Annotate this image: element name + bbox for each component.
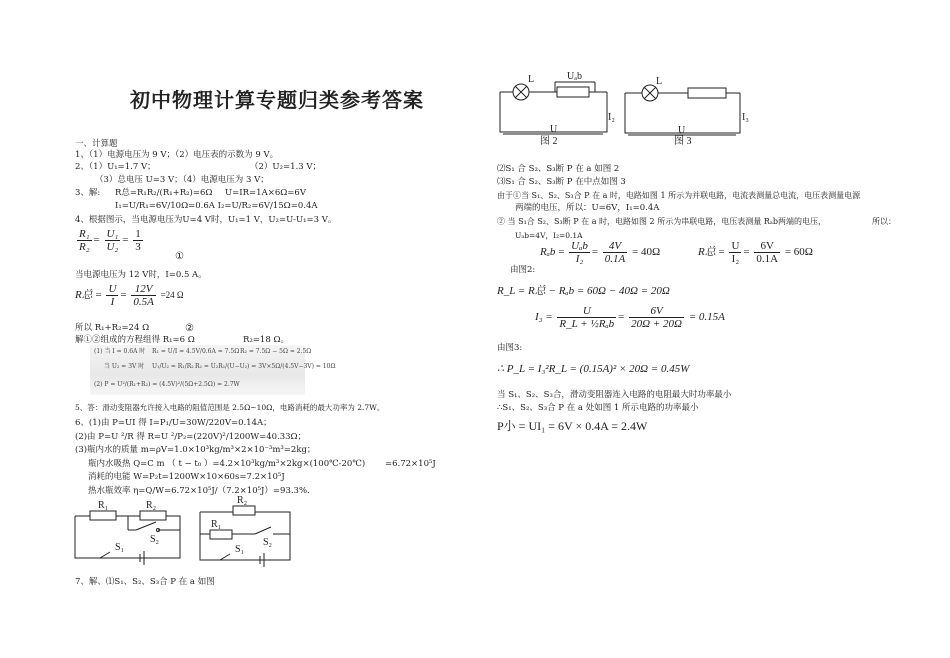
right-p7: ∴S₁、S₂、S₃合 P 在 a 处如图 1 所示电路的功率最小 <box>497 403 699 413</box>
rtotal-equation: R总 = $\frac{U}{\text{I₂}}$ = $\frac{6V}{0.1A}$ = 60Ω <box>698 240 813 265</box>
fig2-uab-label: Uₐb <box>567 71 582 82</box>
fig3-caption: 图 3 <box>674 136 692 147</box>
c1-r2-label: R₂ <box>146 500 157 511</box>
circuit-diagram-1 <box>70 500 190 570</box>
c2-s1-label: S₁ <box>235 544 245 555</box>
right-p5: Uₐb=4V，I₂=0.1A <box>515 231 583 240</box>
answer-3-label: 3、解: <box>75 188 101 198</box>
answer-2c: （3）总电压 U=3 V；（4）电源电压为 3 V； <box>95 175 269 185</box>
ratio-equation: $\frac{\text{R₁}}{\text{R₂}}$ = $\frac{\text{U₁}}{\text{U₂}}$ = $\frac{1}{3}$ <box>79 228 141 253</box>
answer-7: 7、解、⑴S₁、S₂、S₃合 P 在 a 如图 <box>75 577 215 587</box>
answer-4b: 当电源电压为 12 V时，I=0.5 A。 <box>75 270 207 280</box>
answer-4e: R₂=18 Ω。 <box>243 335 289 345</box>
scanned-solution-image: (1) 当 I = 0.6A 时 R₁ = U/I = 4.5V/0.6A = 7.5Ω R₂ = 7.5Ω − 5Ω = 2.5Ω 当 U₂ = 3V 时 U₁/U₂ = R₁/R₂ R₂ = U₂R₁/(U−U₂) = 3V×5Ω/(4.5V−3V) = 10Ω (2) P = U²/(R₁+R₂) = (4.5V)²/(5Ω+2.5Ω) = 2.7W <box>90 345 305 395</box>
equation-marker-1: ① <box>175 251 184 262</box>
right-p3: 由于①当 S₁、S₂、S₃合 P 在 a 时，电路如图 1 所示为并联电路，电流表测量总电流，电压表测量电源 <box>497 191 861 200</box>
answer-2: 2、（1）U₁=1.7 V； <box>75 162 156 172</box>
right-p4b: 所以： <box>872 217 896 226</box>
right-p6: 当 S₁、S₂、S₃合，滑动变阻器连入电路的电阻最大时功率最小 <box>497 390 732 400</box>
answer-6d: 瓶内水吸热 Q=C m （ t − t₀ ）=4.2×10³kg/m³×2kg×(100℃-20℃) <box>88 459 366 469</box>
c2-r1-label: R₁ <box>211 519 222 530</box>
answer-4c: 所以 R₁+R₂=24 Ω <box>75 323 150 333</box>
answer-4d: 解①②组成的方程组得 R₁=6 Ω <box>75 335 195 345</box>
fig3-l-label: L <box>656 76 663 87</box>
c2-s2-label: S₂ <box>263 537 273 548</box>
c1-r1-label: R₁ <box>98 500 109 511</box>
pl-equation: ∴ P_L = I₃²R_L = (0.15A)² × 20Ω = 0.45W <box>497 363 690 375</box>
from-figure-2: 由图2: <box>510 265 536 275</box>
answer-3c: I₁=U/R₁=6V/10Ω=0.6A I₂=U/R₂=6V/15Ω=0.4A <box>115 201 318 211</box>
section-heading: 一、计算题 <box>75 139 118 149</box>
c1-s2-label: S₂ <box>150 534 160 545</box>
page-title: 初中物理计算专题归类参考答案 <box>130 88 424 112</box>
answer-6b: (2)由 P=U ²/R 得 R=U ²/P₂=(220V)²/1200W=40.33Ω； <box>75 432 307 442</box>
right-p1: ⑵S₁ 合 S₂、S₃断 P 在 a 如图 2 <box>497 164 620 174</box>
circuit-diagram-2 <box>195 495 305 570</box>
right-p4: ② 当 S₁合 S₂、S₃断 P 在 a 时，电路如图 2 所示为串联电路，电压表测量 Rₐb两端的电压， <box>497 217 826 226</box>
circuit-figure-2 <box>495 70 615 145</box>
equation-marker-2: ② <box>185 323 194 334</box>
rab-equation: Rₐb = $\frac{\text{Uₐb}}{\text{I₂}}$ = $\frac{4V}{0.1A}$ = 40Ω <box>540 240 661 265</box>
c2-r2-label: R₂ <box>237 495 248 506</box>
c1-s1-label: S₁ <box>115 542 125 553</box>
right-p2: ⑶S₁ 合 S₂、S₃断 P 在中点如图 3 <box>497 177 626 187</box>
answer-6a: 6、(1)由 P=UI 得 I=P₁/U=30W/220V=0.14A； <box>75 418 272 428</box>
answer-1: 1、（1）电源电压为 9 V；（2）电压表的示数为 9 V。 <box>75 150 279 160</box>
resistance-equation: R总 = $\frac{U}{I}$ = $\frac{12V}{0.5A}$ =24 Ω <box>75 283 184 308</box>
answer-4: 4、根据图示，当电源电压为U=4 V时，U₁=1 V，U₂=U-U₁=3 V。 <box>75 215 337 225</box>
fig2-caption: 图 2 <box>540 136 558 147</box>
answer-6f: 热水瓶效率 η=Q/W=6.72×10⁵J/（7.2×10⁵J）=93.3%. <box>88 486 310 496</box>
fig3-i3-label: I₃ <box>742 112 749 123</box>
fig2-i2-label: I₂ <box>608 112 615 123</box>
answer-3b: U=IR=1A×6Ω=6V <box>225 188 306 198</box>
answer-6c: (3)瓶内水的质量 m=ρV=1.0×10³kg/m³×2×10⁻³m³=2kg； <box>75 445 316 455</box>
from-figure-3: 由图3: <box>497 343 523 353</box>
answer-5: 5、答：滑动变阻器允许接入电路的阻值范围是 2.5Ω~10Ω，电路消耗的最大功率为 2.7W。 <box>75 403 385 412</box>
fig2-l-label: L <box>528 74 535 85</box>
fig3-u-label: U <box>678 125 686 136</box>
right-p3b: 两端的电压，所以：U=6V，I₁=0.4A <box>515 203 660 213</box>
circuit-figure-3 <box>620 78 750 148</box>
answer-2b: （2）U₂=1.3 V； <box>250 162 321 172</box>
answer-6d-result: =6.72×10⁵J <box>385 459 436 469</box>
i3-equation: I₃ = $\frac{U}{\text{R\_L + ½Rₐb}}$ = $\frac{6V}{20\Omega + 20\Omega}$ = 0.15A <box>535 305 725 330</box>
rl-equation: R_L = R总 − Rₐb = 60Ω − 40Ω = 20Ω <box>497 285 670 297</box>
answer-3a: R总=R₁R₂/(R₁+R₂)=6Ω <box>115 188 213 198</box>
fig2-u-label: U <box>550 124 558 135</box>
pmin-equation: P小 = UI₁ = 6V × 0.4A = 2.4W <box>497 419 648 433</box>
answer-6e: 消耗的电能 W=P₂t=1200W×10×60s=7.2×10⁵J <box>88 472 285 482</box>
